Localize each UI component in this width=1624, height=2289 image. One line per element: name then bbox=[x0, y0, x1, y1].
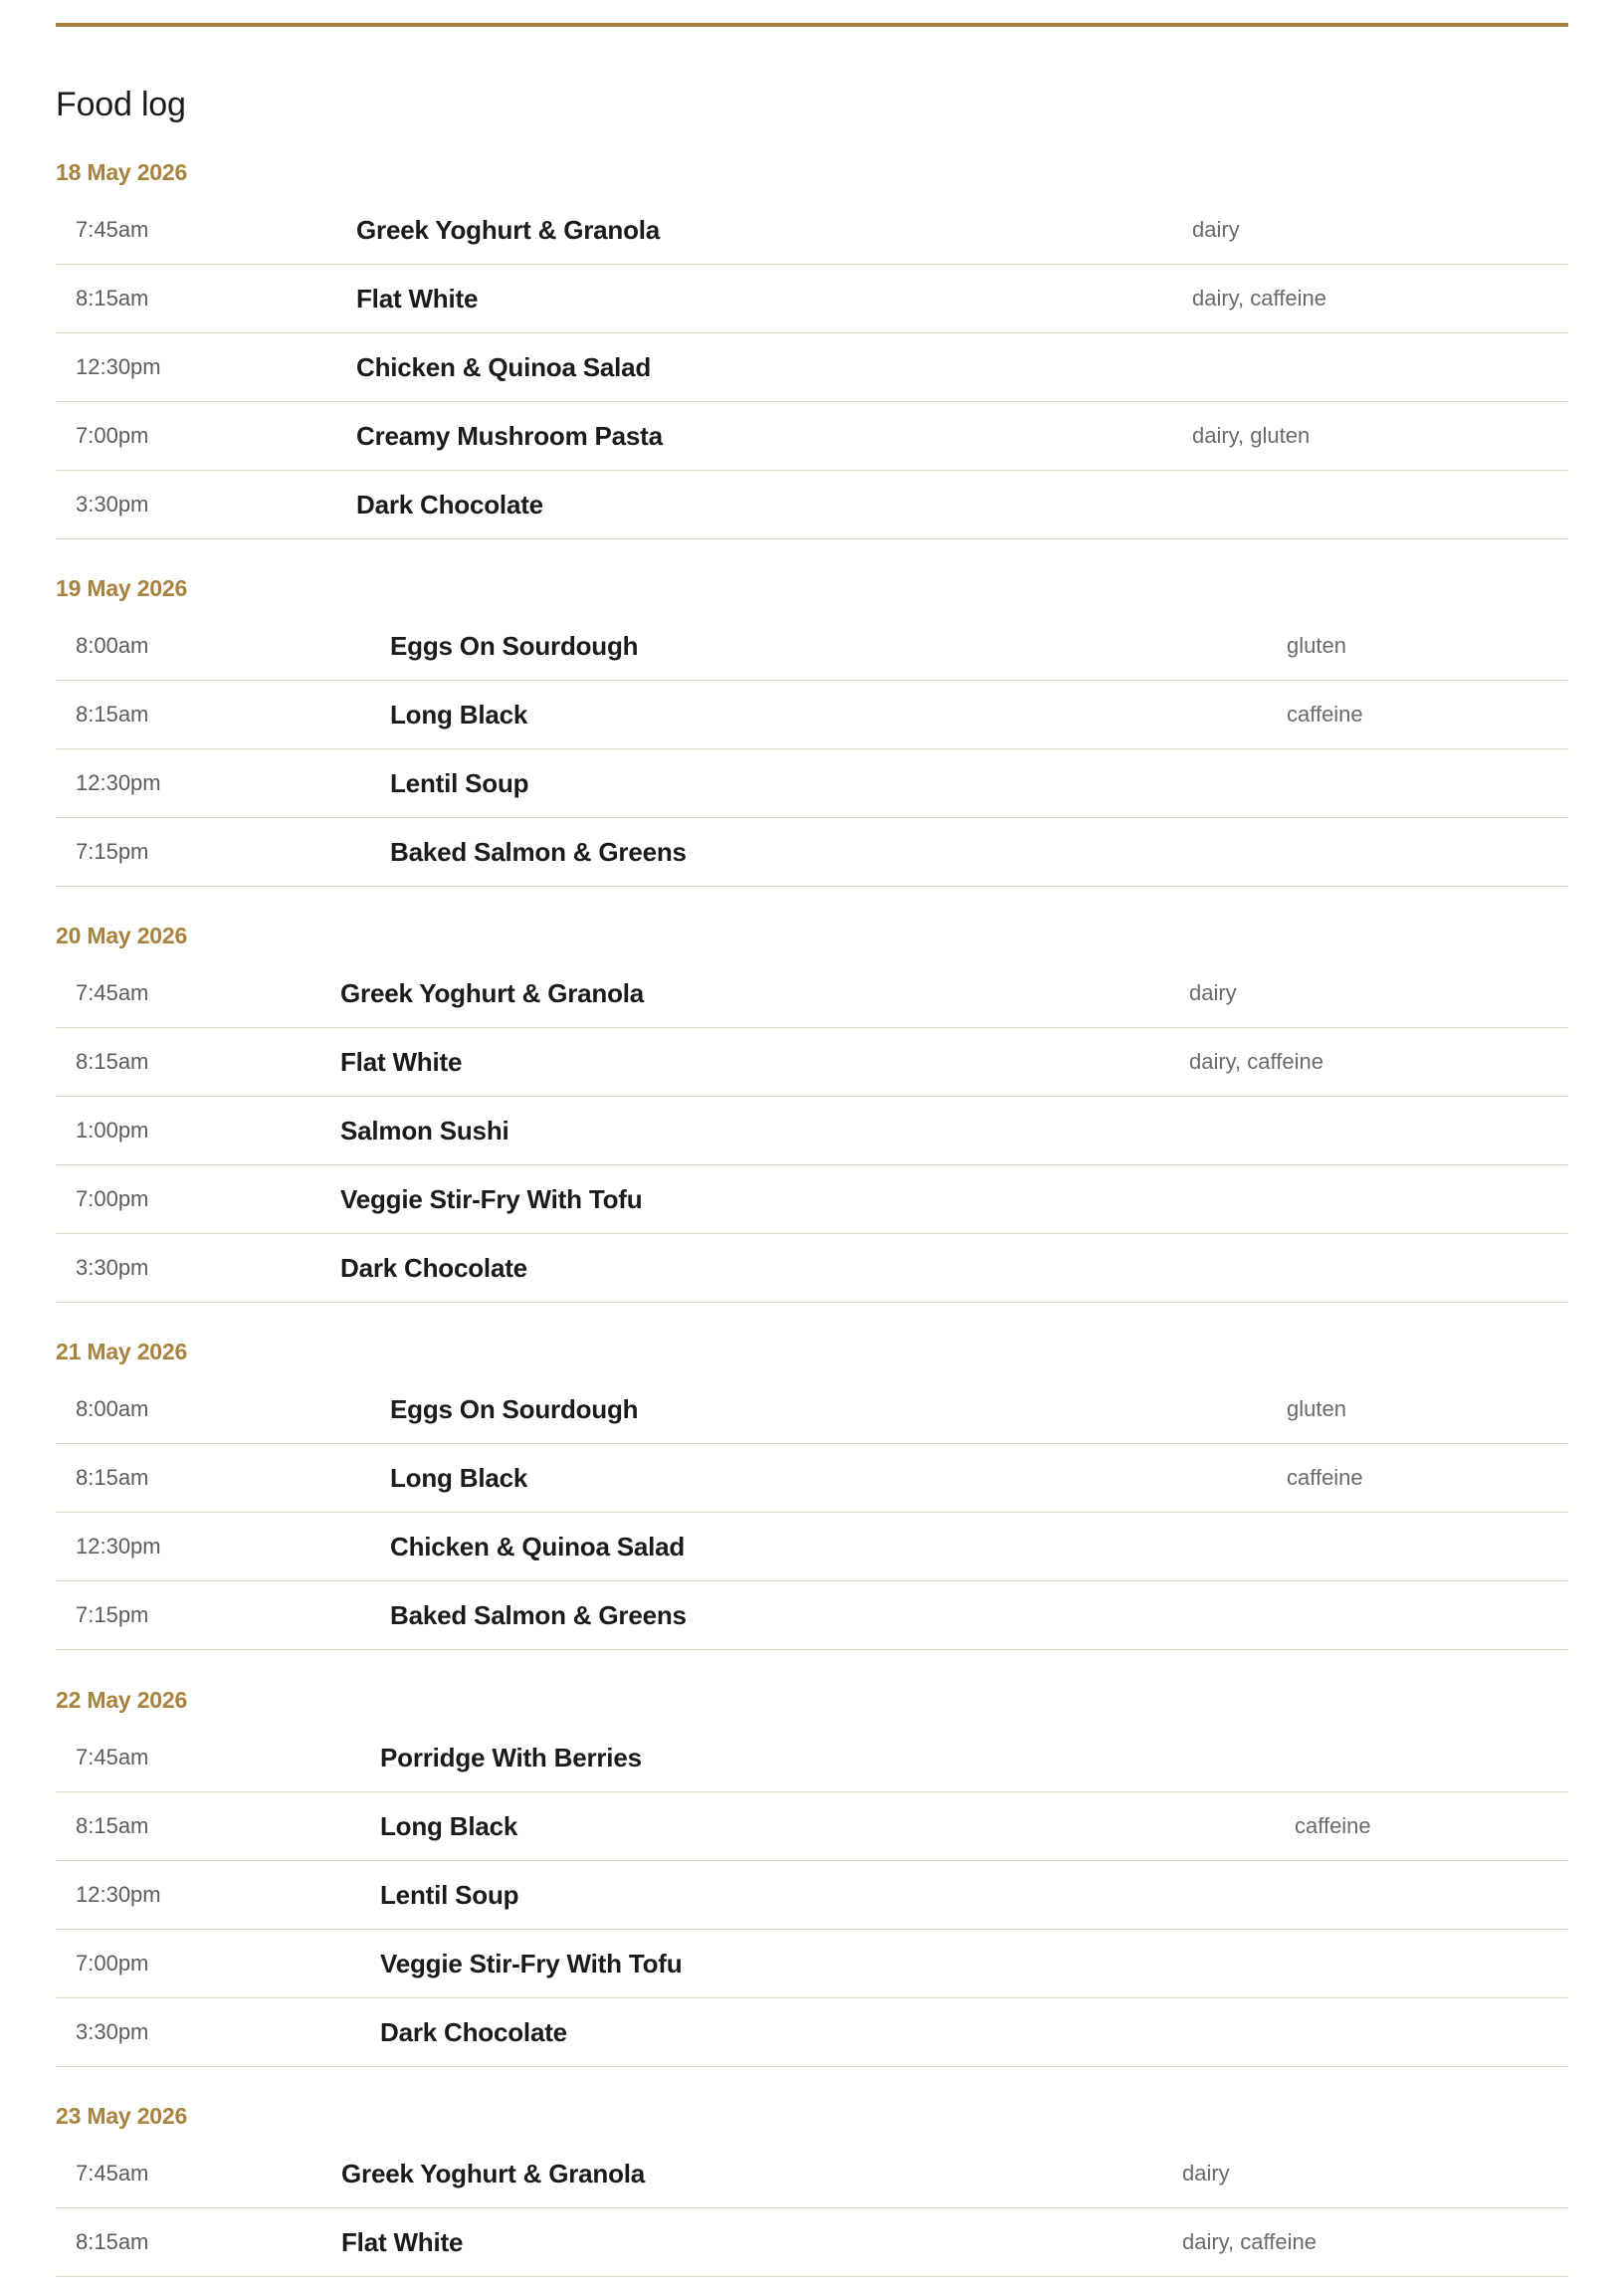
entry-tags: caffeine bbox=[1287, 1465, 1363, 1490]
entry-food: Chicken & Quinoa Salad bbox=[390, 1532, 686, 1561]
entry-time: 8:15am bbox=[76, 1465, 149, 1490]
log-entry-row[interactable] bbox=[56, 1028, 1568, 1097]
log-entry-row[interactable] bbox=[56, 959, 1568, 1028]
entry-time: 7:45am bbox=[76, 980, 149, 1005]
log-entry-row[interactable] bbox=[56, 1861, 1568, 1930]
day-heading: 18 May 2026 bbox=[56, 159, 188, 185]
day-section bbox=[56, 1676, 1568, 2067]
entry-food: Eggs On Sourdough bbox=[390, 1394, 639, 1424]
entry-tags: dairy, gluten bbox=[1192, 423, 1311, 448]
log-entry-row[interactable] bbox=[56, 1097, 1568, 1165]
log-entry-row[interactable] bbox=[56, 1581, 1568, 1650]
entry-tags: dairy bbox=[1189, 980, 1237, 1005]
log-entry-row[interactable] bbox=[56, 1165, 1568, 1234]
entry-time: 8:15am bbox=[76, 1049, 149, 1074]
entry-food: Flat White bbox=[356, 284, 479, 313]
entry-food: Lentil Soup bbox=[390, 768, 529, 798]
entry-time: 3:30pm bbox=[76, 2019, 149, 2044]
entry-time: 7:00pm bbox=[76, 423, 149, 448]
entry-tags: dairy bbox=[1182, 2161, 1230, 2185]
log-entry-row[interactable] bbox=[56, 2140, 1568, 2208]
entry-time: 3:30pm bbox=[76, 1255, 149, 1280]
entry-tags: dairy, caffeine bbox=[1189, 1049, 1323, 1074]
log-entry-row[interactable] bbox=[56, 333, 1568, 402]
entry-food: Lentil Soup bbox=[380, 1880, 519, 1910]
day-heading: 20 May 2026 bbox=[56, 923, 188, 948]
entry-time: 3:30pm bbox=[76, 492, 149, 517]
day-heading: 19 May 2026 bbox=[56, 575, 188, 601]
entry-time: 7:00pm bbox=[76, 1186, 149, 1211]
entry-time: 8:15am bbox=[76, 1813, 149, 1838]
day-section bbox=[56, 1328, 1568, 1650]
entry-food: Long Black bbox=[390, 1463, 528, 1493]
entry-time: 1:00pm bbox=[76, 1118, 149, 1143]
entry-food: Dark Chocolate bbox=[340, 1253, 527, 1283]
log-entry-row[interactable] bbox=[56, 196, 1568, 265]
entry-food: Baked Salmon & Greens bbox=[390, 837, 687, 867]
top-accent-rule bbox=[56, 23, 1568, 27]
day-section bbox=[56, 148, 1568, 539]
entry-food: Flat White bbox=[341, 2227, 464, 2257]
entry-food: Creamy Mushroom Pasta bbox=[356, 421, 663, 451]
log-entry-row[interactable] bbox=[56, 1792, 1568, 1861]
log-entry-row[interactable] bbox=[56, 1724, 1568, 1792]
log-entry-row[interactable] bbox=[56, 818, 1568, 887]
entry-time: 7:15pm bbox=[76, 1602, 149, 1627]
log-entry-row[interactable] bbox=[56, 265, 1568, 333]
entry-time: 12:30pm bbox=[76, 354, 161, 379]
entry-food: Baked Salmon & Greens bbox=[390, 1600, 687, 1630]
entry-tags: gluten bbox=[1287, 633, 1346, 658]
entry-time: 12:30pm bbox=[76, 1882, 161, 1907]
entry-food: Chicken & Quinoa Salad bbox=[356, 352, 652, 382]
day-section bbox=[56, 912, 1568, 1303]
entry-tags: caffeine bbox=[1295, 1813, 1371, 1838]
log-entry-row[interactable] bbox=[56, 471, 1568, 539]
log-entry-row[interactable] bbox=[56, 402, 1568, 471]
entry-time: 12:30pm bbox=[76, 770, 161, 795]
entry-food: Long Black bbox=[390, 700, 528, 729]
entry-food: Veggie Stir-Fry With Tofu bbox=[380, 1949, 683, 1978]
log-entry-row[interactable] bbox=[56, 681, 1568, 749]
entry-food: Greek Yoghurt & Granola bbox=[340, 978, 645, 1008]
entry-tags: caffeine bbox=[1287, 702, 1363, 727]
entry-food: Long Black bbox=[380, 1811, 518, 1841]
log-entry-row[interactable] bbox=[56, 2208, 1568, 2277]
entry-tags: gluten bbox=[1287, 1396, 1346, 1421]
page-title: Food log bbox=[56, 86, 186, 123]
log-entry-row[interactable] bbox=[56, 1375, 1568, 1444]
log-entry-row[interactable] bbox=[56, 749, 1568, 818]
day-heading: 21 May 2026 bbox=[56, 1339, 188, 1364]
entry-tags: dairy, caffeine bbox=[1182, 2229, 1317, 2254]
day-heading: 23 May 2026 bbox=[56, 2103, 188, 2129]
entry-time: 12:30pm bbox=[76, 1534, 161, 1559]
entry-time: 8:15am bbox=[76, 2229, 149, 2254]
entry-tags: dairy bbox=[1192, 217, 1240, 242]
log-entry-row[interactable] bbox=[56, 1444, 1568, 1513]
log-entry-row[interactable] bbox=[56, 1513, 1568, 1581]
entry-food: Flat White bbox=[340, 1047, 463, 1077]
day-section bbox=[56, 2092, 1568, 2277]
entry-time: 8:00am bbox=[76, 1396, 149, 1421]
log-entry-row[interactable] bbox=[56, 1930, 1568, 1998]
entry-food: Eggs On Sourdough bbox=[390, 631, 639, 661]
entry-time: 7:15pm bbox=[76, 839, 149, 864]
entry-time: 8:15am bbox=[76, 286, 149, 311]
entry-time: 7:45am bbox=[76, 2161, 149, 2185]
entry-time: 8:00am bbox=[76, 633, 149, 658]
log-entry-row[interactable] bbox=[56, 612, 1568, 681]
log-entry-row[interactable] bbox=[56, 1234, 1568, 1303]
log-entry-row[interactable] bbox=[56, 1998, 1568, 2067]
entry-time: 7:00pm bbox=[76, 1951, 149, 1976]
day-heading: 22 May 2026 bbox=[56, 1687, 188, 1713]
entry-time: 7:45am bbox=[76, 217, 149, 242]
entry-food: Greek Yoghurt & Granola bbox=[341, 2159, 646, 2188]
entry-food: Dark Chocolate bbox=[380, 2017, 567, 2047]
entry-food: Dark Chocolate bbox=[356, 490, 543, 520]
entry-food: Porridge With Berries bbox=[380, 1743, 642, 1772]
entry-food: Greek Yoghurt & Granola bbox=[356, 215, 661, 245]
entry-food: Salmon Sushi bbox=[340, 1116, 509, 1145]
entry-tags: dairy, caffeine bbox=[1192, 286, 1326, 311]
entry-time: 8:15am bbox=[76, 702, 149, 727]
entry-time: 7:45am bbox=[76, 1745, 149, 1769]
entry-food: Veggie Stir-Fry With Tofu bbox=[340, 1184, 643, 1214]
day-section bbox=[56, 564, 1568, 887]
